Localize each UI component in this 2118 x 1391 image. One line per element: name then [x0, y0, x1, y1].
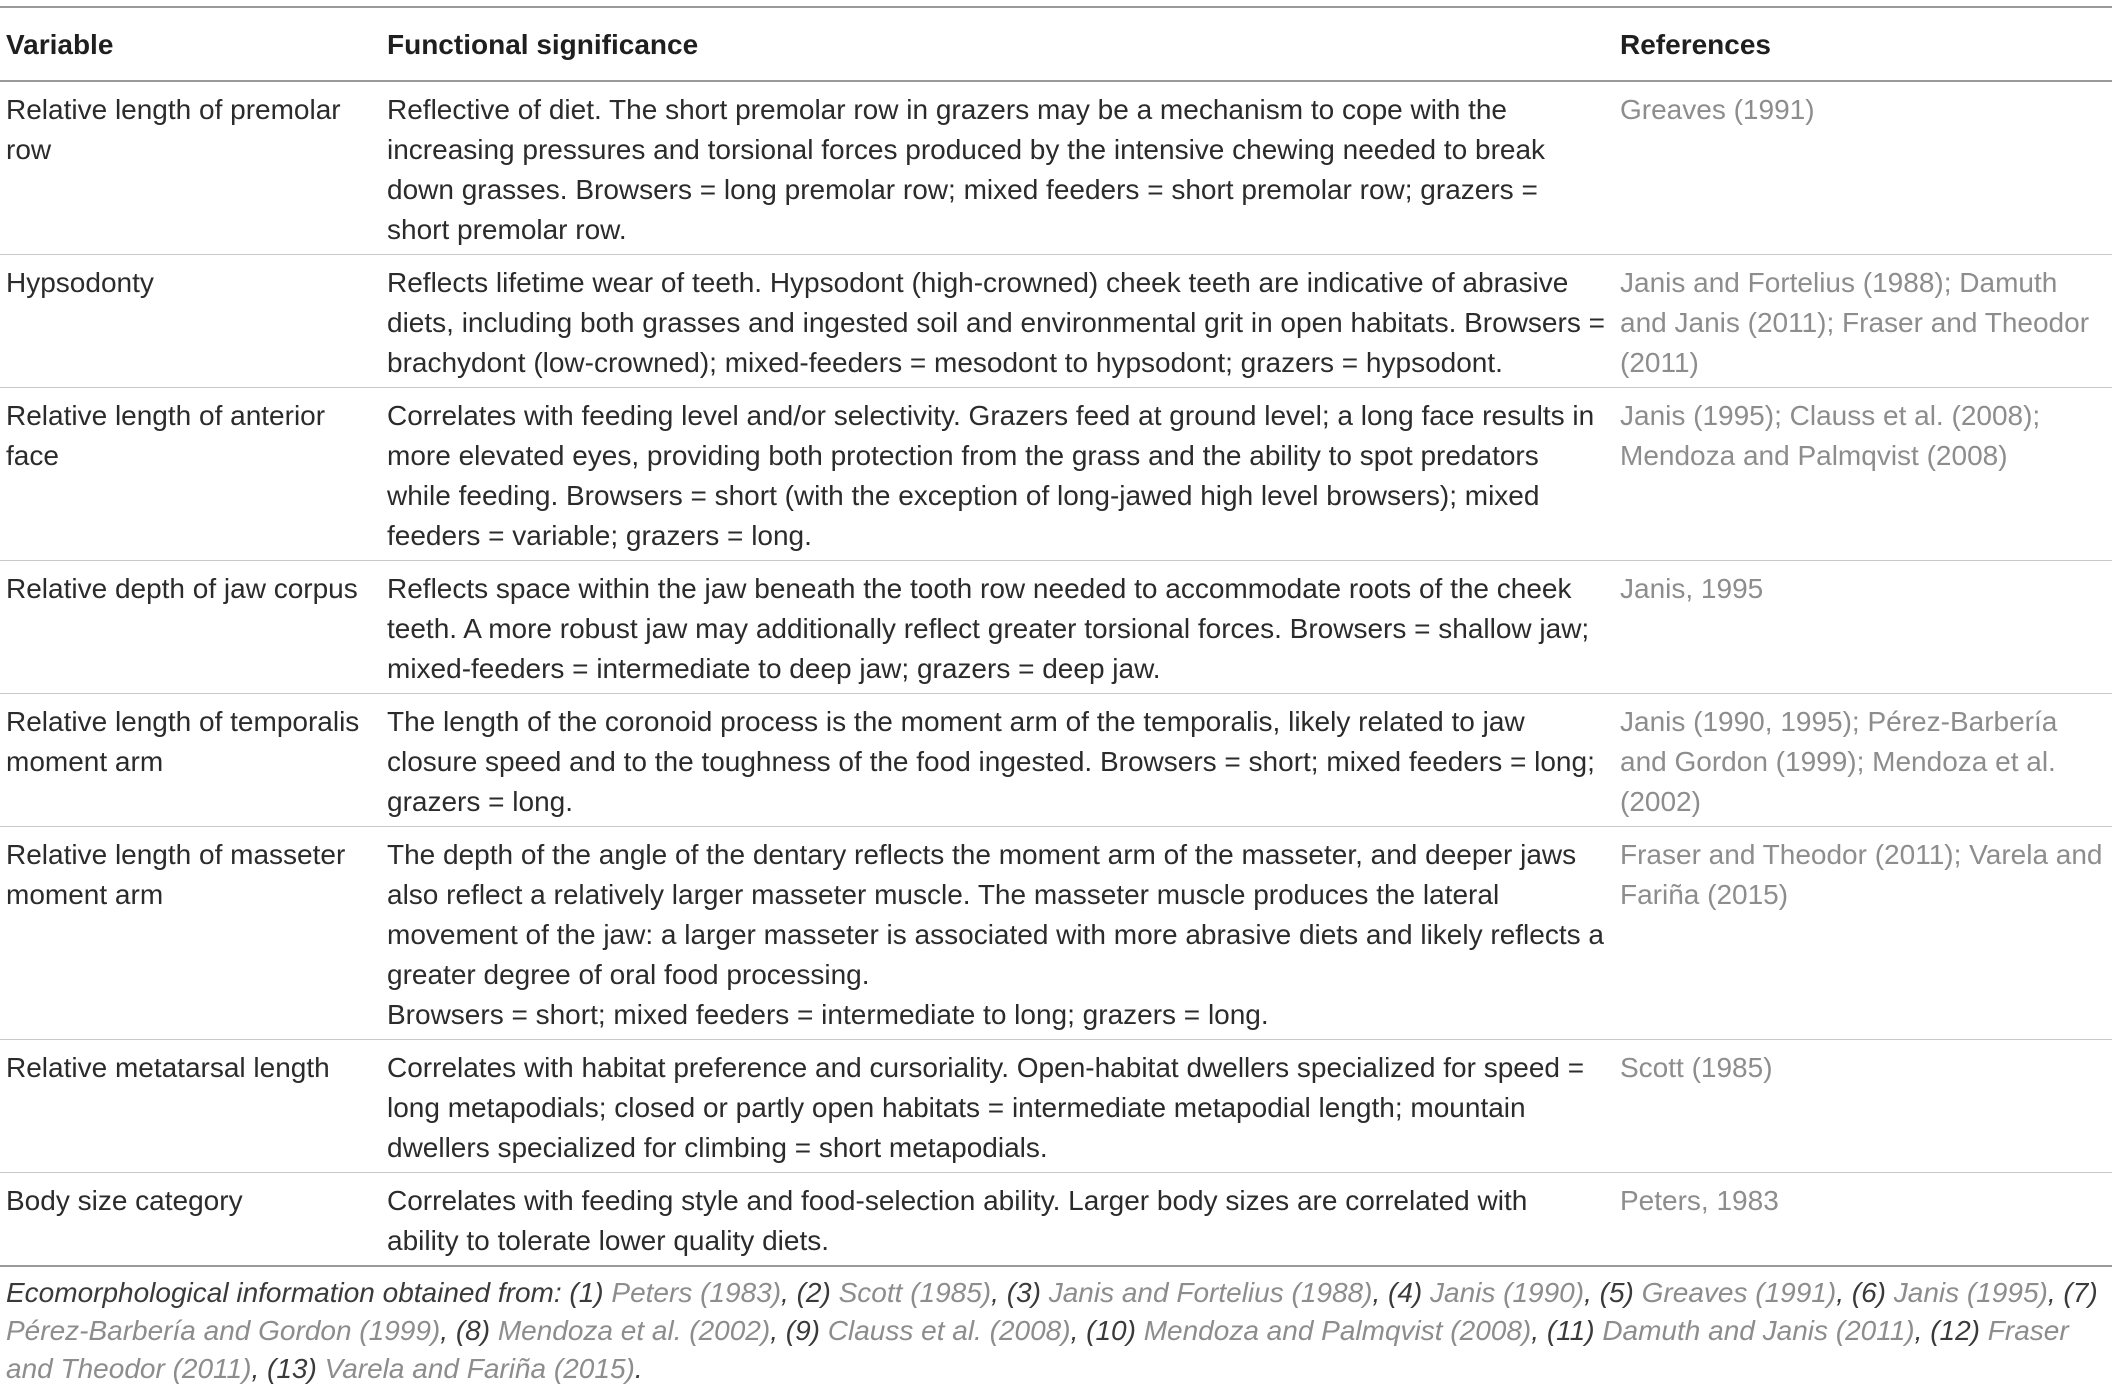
- footnote-num: (11): [1546, 1315, 1603, 1346]
- references-cell[interactable]: Greaves (1991): [1614, 81, 2112, 255]
- table-row: [0, 81, 2112, 255]
- footnote-num: (8): [455, 1315, 498, 1346]
- footnote-citation-link[interactable]: Scott (1985): [838, 1277, 992, 1308]
- references-cell[interactable]: Peters, 1983: [1614, 1173, 2112, 1267]
- footnote-num: (5): [1599, 1277, 1642, 1308]
- significance-cell: The depth of the angle of the dentary reflects the moment arm of the masseter, and deeper jaws also reflect a relatively larger masseter muscle. The masseter muscle produces the lateral movement of the jaw: a larger masseter is associated with more abrasive diets and likely reflects a greater degree of oral food processing. Browsers = short; mixed feeders = intermediate to long; grazers = long.: [381, 827, 1614, 1040]
- footnote-citation-link[interactable]: Fraser and Theodor (2011): [6, 1315, 2069, 1384]
- footnote-num: (12): [1930, 1315, 1988, 1346]
- footnote-citation-link[interactable]: Janis (1995): [1893, 1277, 2048, 1308]
- footnote-citation-link[interactable]: Peters (1983): [611, 1277, 782, 1308]
- variable-cell: Relative depth of jaw corpus: [0, 561, 381, 694]
- references-cell[interactable]: Scott (1985): [1614, 1040, 2112, 1173]
- table-row: [0, 255, 2112, 388]
- table-row: [0, 388, 2112, 561]
- footnote-citation-link[interactable]: Greaves (1991): [1641, 1277, 1837, 1308]
- footnote-num: (10): [1086, 1315, 1144, 1346]
- footnote-num: (2): [796, 1277, 839, 1308]
- footnote-citation-link[interactable]: Damuth and Janis (2011): [1602, 1315, 1915, 1346]
- references-cell[interactable]: Janis (1995); Clauss et al. (2008); Mendoza and Palmqvist (2008): [1614, 388, 2112, 561]
- table-row: [0, 1173, 2112, 1267]
- variable-cell: Relative metatarsal length: [0, 1040, 381, 1173]
- footnote-citation-link[interactable]: Varela and Fariña (2015): [324, 1353, 635, 1384]
- footnote-num: (3): [1006, 1277, 1049, 1308]
- table-row: [0, 1040, 2112, 1173]
- table-header-row: [0, 7, 2112, 81]
- footnote-num: (4): [1388, 1277, 1430, 1308]
- header-references: References: [1620, 29, 1771, 60]
- footnote-num: (13): [267, 1353, 325, 1384]
- significance-cell: Correlates with feeding level and/or selectivity. Grazers feed at ground level; a long face results in more elevated eyes, providing both protection from the grass and the ability to spot predators while feeding. Browsers = short (with the exception of long-jawed high level browsers); mixed feeders = variable; grazers = long.: [381, 388, 1614, 561]
- footnote-citation-link[interactable]: Janis and Fortelius (1988): [1048, 1277, 1373, 1308]
- significance-cell: Correlates with habitat preference and cursoriality. Open-habitat dwellers specialized for speed = long metapodials; closed or partly open habitats = intermediate metapodial length; mountain dwellers specialized for climbing = short metapodials.: [381, 1040, 1614, 1173]
- significance-cell: Correlates with feeding style and food-selection ability. Larger body sizes are correlated with ability to tolerate lower quality diets.: [381, 1173, 1614, 1267]
- header-functional-significance: Functional significance: [387, 29, 699, 60]
- references-cell[interactable]: Janis (1990, 1995); Pérez-Barbería and Gordon (1999); Mendoza et al. (2002): [1614, 694, 2112, 827]
- significance-cell: Reflective of diet. The short premolar row in grazers may be a mechanism to cope with the increasing pressures and torsional forces produced by the intensive chewing needed to break down grasses. Browsers = long premolar row; mixed feeders = short premolar row; grazers = short premolar row.: [381, 81, 1614, 255]
- footnote-citation-link[interactable]: Janis (1990): [1430, 1277, 1585, 1308]
- variable-cell: Body size category: [0, 1173, 381, 1267]
- variable-cell: Relative length of anterior face: [0, 388, 381, 561]
- significance-cell: Reflects space within the jaw beneath the tooth row needed to accommodate roots of the cheek teeth. A more robust jaw may additionally reflect greater torsional forces. Browsers = shallow jaw; mixed-feeders = intermediate to deep jaw; grazers = deep jaw.: [381, 561, 1614, 694]
- footnote-num: (6): [1851, 1277, 1894, 1308]
- table-row: [0, 561, 2112, 694]
- significance-cell: The length of the coronoid process is the moment arm of the temporalis, likely related to jaw closure speed and to the toughness of the food ingested. Browsers = short; mixed feeders = long; grazers = long.: [381, 694, 1614, 827]
- references-cell[interactable]: Janis and Fortelius (1988); Damuth and Janis (2011); Fraser and Theodor (2011): [1614, 255, 2112, 388]
- variable-cell: Relative length of masseter moment arm: [0, 827, 381, 1040]
- footnote-num: (1): [569, 1277, 612, 1308]
- footnote-num: (7): [2063, 1277, 2098, 1308]
- header-variable: Variable: [6, 29, 114, 60]
- references-cell[interactable]: Fraser and Theodor (2011); Varela and Fariña (2015): [1614, 827, 2112, 1040]
- footnote-citation-link[interactable]: Clauss et al. (2008): [827, 1315, 1071, 1346]
- table-footnote: Ecomorphological information obtained from: (1) Peters (1983), (2) Scott (1985), (3) Janis and Fortelius (1988), (4) Janis (1990), (5) Greaves (1991), (6) Janis (1995), (7) Pérez-Barbería and Gordon (1999), (8) Mendoza et al. (2002), (9) Clauss et al. (2008), (10) Mendoza and Palmqvist (2008), (11) Damuth and Janis (2011), (12) Fraser and Theodor (2011), (13) Varela and Fariña (2015).: [6, 1277, 2098, 1384]
- footnote-citation-link[interactable]: Mendoza and Palmqvist (2008): [1143, 1315, 1532, 1346]
- footnote-intro: Ecomorphological information obtained from:: [6, 1277, 570, 1308]
- variable-cell: Relative length of temporalis moment arm: [0, 694, 381, 827]
- variable-cell: Hypsodonty: [0, 255, 381, 388]
- footnote-num: (9): [785, 1315, 828, 1346]
- ecomorphology-table: [0, 6, 2112, 1267]
- footnote-citation-link[interactable]: Mendoza et al. (2002): [497, 1315, 771, 1346]
- references-cell[interactable]: Janis, 1995: [1614, 561, 2112, 694]
- variable-cell: Relative length of premolar row: [0, 81, 381, 255]
- table-row: [0, 827, 2112, 1040]
- footnote-citation-link[interactable]: Pérez-Barbería and Gordon (1999): [6, 1315, 441, 1346]
- table-row: [0, 694, 2112, 827]
- significance-cell: Reflects lifetime wear of teeth. Hypsodont (high-crowned) cheek teeth are indicative of abrasive diets, including both grasses and ingested soil and environmental grit in open habitats. Browsers = brachydont (low-crowned); mixed-feeders = mesodont to hypsodont; grazers = hypsodont.: [381, 255, 1614, 388]
